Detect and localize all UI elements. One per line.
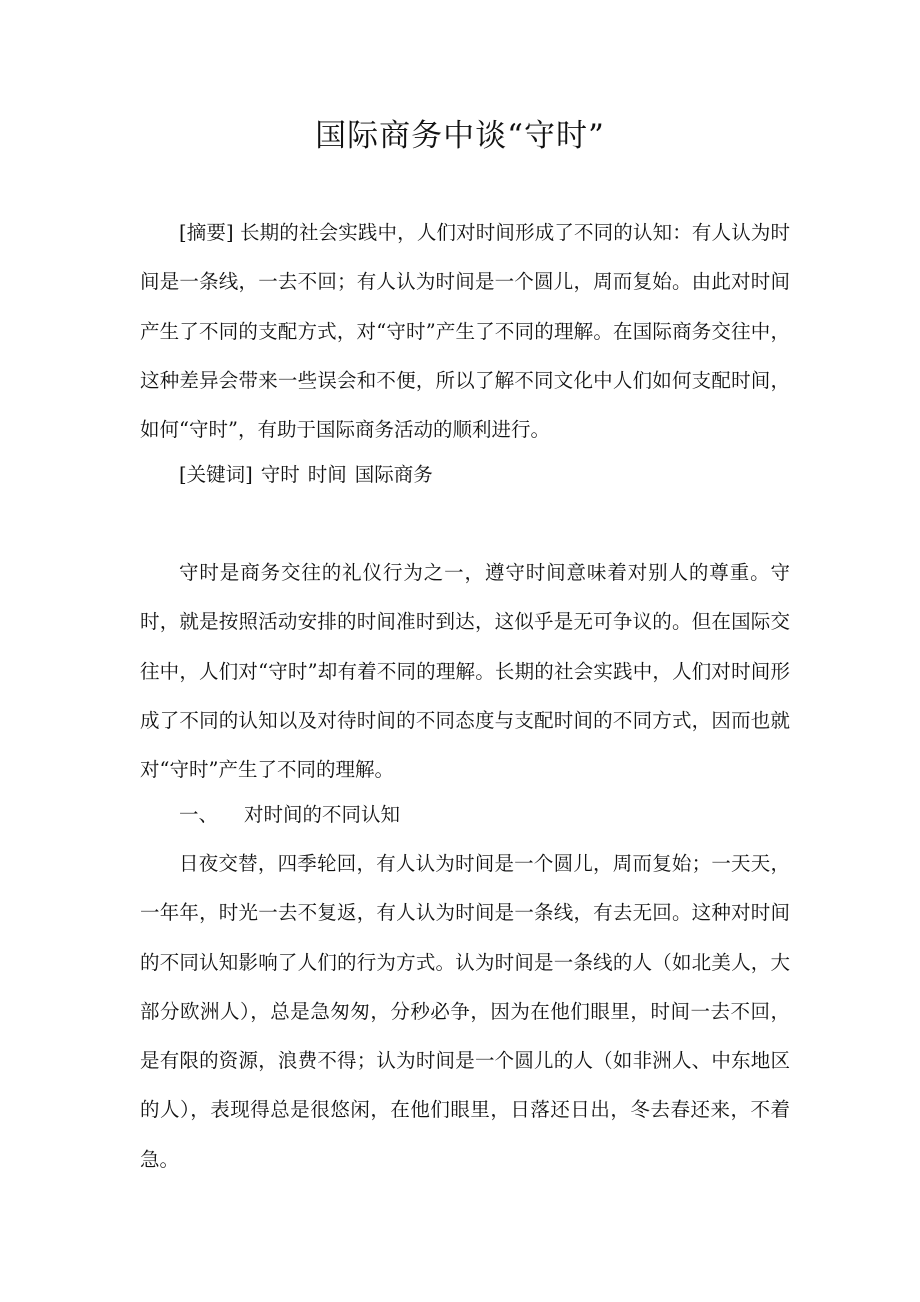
keywords-line — [140, 450, 790, 499]
abstract-paragraph: [摘要] 长期的社会实践中，人们对时间形成了不同的认知：有人认为时间是一条线，一去不回；有人认为时间是一个圆儿，周而复始。由此对时间产生了不同的支配方式，对“守时”产生了不同的理解。在国际商务交往中，这种差异会带来一些误会和不便，所以了解不同文化中人们如何支配时间，如何“守时”，有助于国际商务活动的顺利进行。 — [140, 221, 790, 442]
document-title: 国际商务中谈“守时” — [315, 118, 605, 154]
section-heading — [140, 790, 790, 839]
body-paragraph: 日夜交替，四季轮回，有人认为时间是一个圆儿，周而复始；一天天，一年年，时光一去不复返，有人认为时间是一条线，有去无回。这种对时间的不同认知影响了人们的行为方式。认为时间是一条线的人（如北美人，大部分欧洲人），总是急匆匆，分秒必争，因为在他们眼里，时间一去不回，是有限的资源，浪费不得；认为时间是一个圆儿的人（如非洲人、中东地区的人），表现得总是很悠闲，在他们眼里，日落还日出，冬去春还来，不着急。 — [140, 852, 790, 1171]
section-number: 一、 — [179, 803, 219, 826]
section-heading-text: 对时间的不同认知 — [244, 803, 401, 826]
body-paragraph: 守时是商务交往的礼仪行为之一，遵守时间意味着对别人的尊重。守时，就是按照活动安排的时间准时到达，这似乎是无可争议的。但在国际交往中，人们对“守时”却有着不同的理解。长期的社会实践中，人们对时间形成了不同的认知以及对待时间的不同态度与支配时间的不同方式，因而也就对“守时”产生了不同的理解。 — [140, 561, 790, 782]
keyword-item: 守时 — [260, 463, 300, 486]
keyword-item: 时间 — [307, 463, 347, 486]
keywords-label: [关键词] — [179, 463, 253, 486]
keyword-item: 国际商务 — [354, 463, 433, 486]
